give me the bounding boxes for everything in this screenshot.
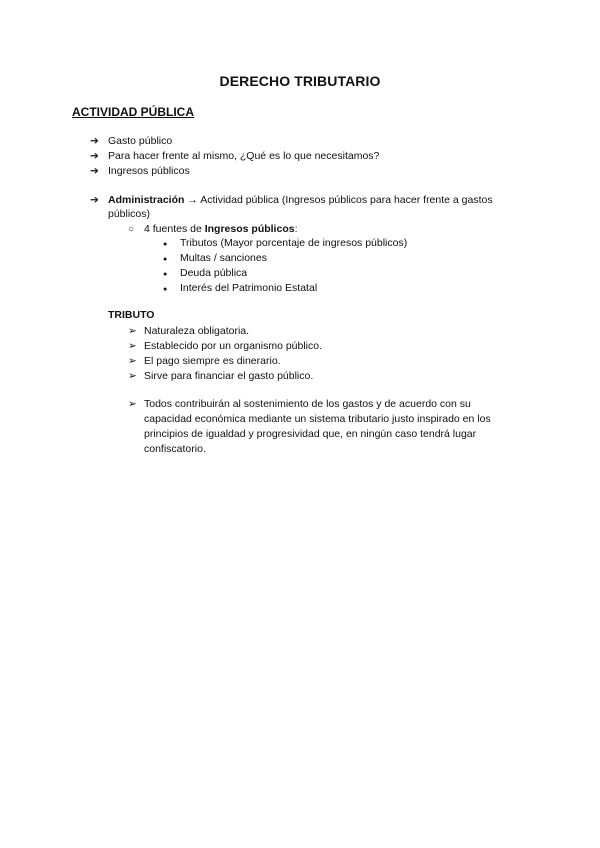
tributo-heading: TRIBUTO: [108, 309, 155, 321]
paragraph-line: principios de igualdad y progresividad que, en ningún caso tendrá lugar: [144, 428, 477, 440]
admin-bold: Administración: [108, 194, 185, 206]
fuentes-line: [144, 222, 298, 237]
list-item: Interés del Patrimonio Estatal: [180, 282, 318, 294]
fuentes-bold: Ingresos públicos: [204, 223, 295, 235]
list-item: Ingresos públicos: [108, 165, 190, 177]
chevron-icon: ➢: [128, 398, 137, 410]
dot-bullet-icon: ●: [163, 271, 168, 278]
chevron-icon: ➢: [128, 370, 137, 382]
section-title: ACTIVIDAD PÚBLICA: [72, 105, 194, 119]
list-item: Naturaleza obligatoria.: [144, 325, 250, 337]
list-item: Gasto público: [108, 135, 173, 147]
fuentes-prefix: 4 fuentes de: [144, 223, 205, 235]
admin-rest: → Actividad pública (Ingresos públicos para hacer frente a gastos: [184, 194, 493, 206]
list-item: Sirve para financiar el gasto público.: [144, 370, 314, 382]
dot-bullet-icon: ●: [163, 286, 168, 293]
chevron-icon: ➢: [128, 355, 137, 367]
paragraph-line: Todos contribuirán al sostenimiento de los gastos y de acuerdo con su: [144, 398, 471, 410]
admin-line: [108, 193, 493, 208]
chevron-icon: ➢: [128, 325, 137, 337]
list-item: Deuda pública: [180, 267, 248, 279]
list-item: Establecido por un organismo público.: [144, 340, 323, 352]
list-item: El pago siempre es dinerario.: [144, 355, 281, 367]
page-title: DERECHO TRIBUTARIO: [219, 73, 381, 89]
paragraph-line: capacidad económica mediante un sistema tributario justo inspirado en los: [144, 413, 491, 425]
arrow-icon: ➔: [90, 135, 99, 147]
list-item: Tributos (Mayor porcentaje de ingresos públicos): [180, 237, 408, 249]
chevron-icon: ➢: [128, 340, 137, 352]
list-item: Para hacer frente al mismo, ¿Qué es lo que necesitamos?: [108, 150, 380, 162]
circle-bullet-icon: ○: [128, 224, 135, 235]
list-item: Multas / sanciones: [180, 252, 267, 264]
dot-bullet-icon: ●: [163, 256, 168, 263]
admin-line-cont: públicos): [108, 208, 151, 220]
arrow-icon: ➔: [90, 194, 99, 206]
fuentes-suffix: :: [294, 223, 298, 235]
arrow-icon: ➔: [90, 165, 99, 177]
dot-bullet-icon: ●: [163, 241, 168, 248]
arrow-icon: ➔: [90, 150, 99, 162]
paragraph-line: confiscatorio.: [144, 443, 206, 455]
